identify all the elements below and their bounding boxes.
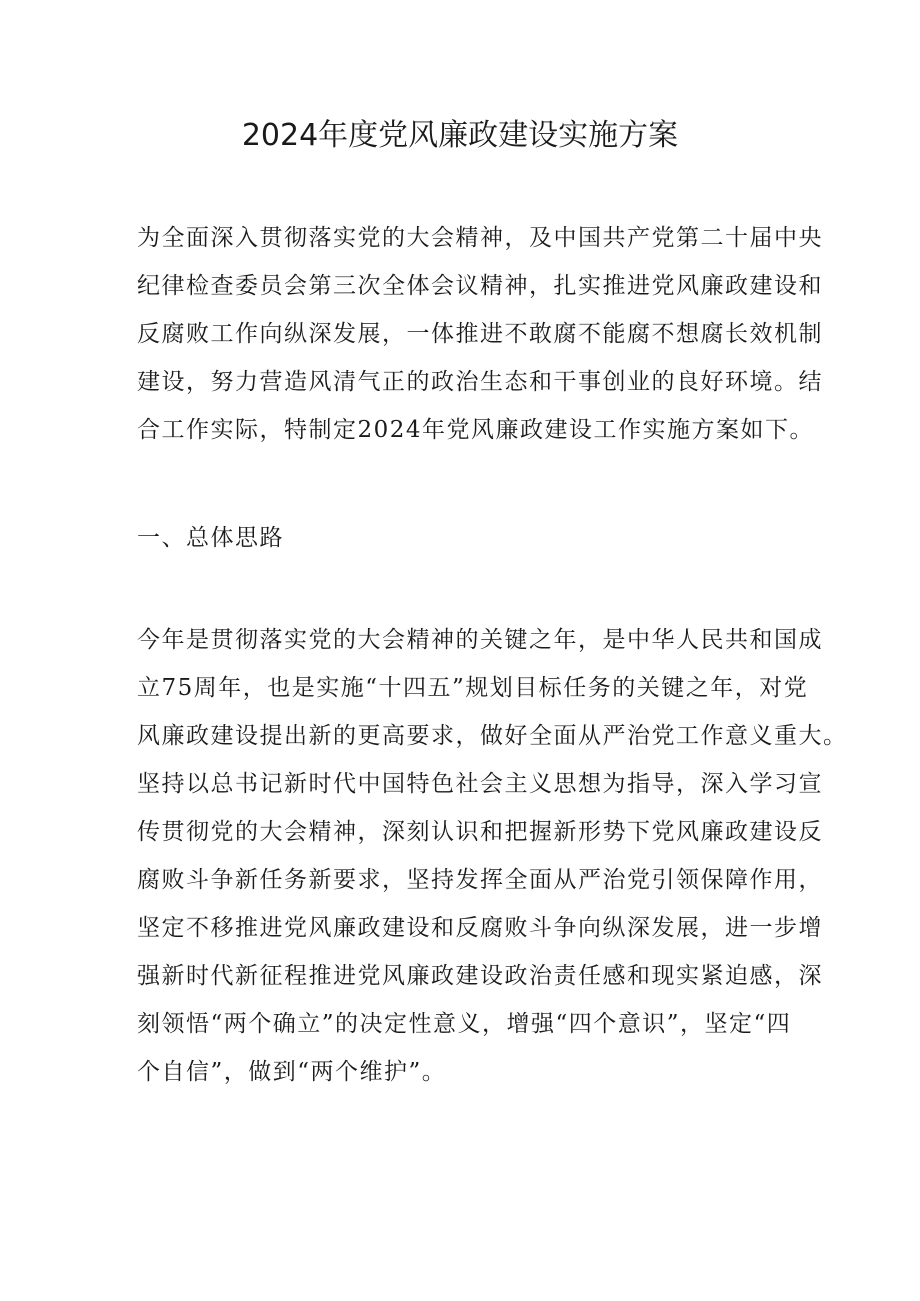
section-heading-text: 一、总体思路 (137, 525, 284, 551)
section-paragraph (137, 616, 848, 1096)
text-line: 传贯彻党的大会精神，深刻认识和把握新形势下党风廉政建设反 (137, 819, 823, 845)
text-line: 建设，努力营造风清气正的政治生态和干事创业的良好环境。结 (137, 369, 823, 395)
text-line: 坚持以总书记新时代中国特色社会主义思想为指导，深入学习宣 (137, 771, 823, 797)
text-line: 坚定不移推进党风廉政建设和反腐败斗争向纵深发展，进一步增 (137, 915, 823, 941)
text-line: 纪律检查委员会第三次全体会议精神，扎实推进党风廉政建设和 (137, 273, 823, 299)
text-line: 合工作实际，特制定2024年党风廉政建设工作实施方案如下。 (137, 417, 815, 443)
text-line: 为全面深入贯彻落实党的大会精神，及中国共产党第二十届中央 (137, 225, 823, 251)
text-line: 今年是贯彻落实党的大会精神的关键之年，是中华人民共和国成 (137, 627, 823, 653)
section-heading (137, 514, 797, 562)
text-line: 个自信”，做到“两个维护”。 (137, 1059, 447, 1085)
intro-paragraph (137, 214, 823, 454)
text-line: 立75周年，也是实施“十四五”规划目标任务的关键之年，对党 (137, 675, 809, 701)
text-line: 强新时代新征程推进党风廉政建设政治责任感和现实紧迫感，深 (137, 963, 823, 989)
text-line: 刻领悟“两个确立”的决定性意义，增强“四个意识”，坚定“四 (137, 1011, 792, 1037)
text-line: 风廉政建设提出新的更高要求，做好全面从严治党工作意义重大。 (137, 723, 848, 749)
text-line: 反腐败工作向纵深发展，一体推进不敢腐不能腐不想腐长效机制 (137, 321, 823, 347)
document-title: 2024年度党风廉政建设实施方案 (241, 118, 679, 153)
text-line: 腐败斗争新任务新要求，坚持发挥全面从严治党引领保障作用， (137, 867, 823, 893)
